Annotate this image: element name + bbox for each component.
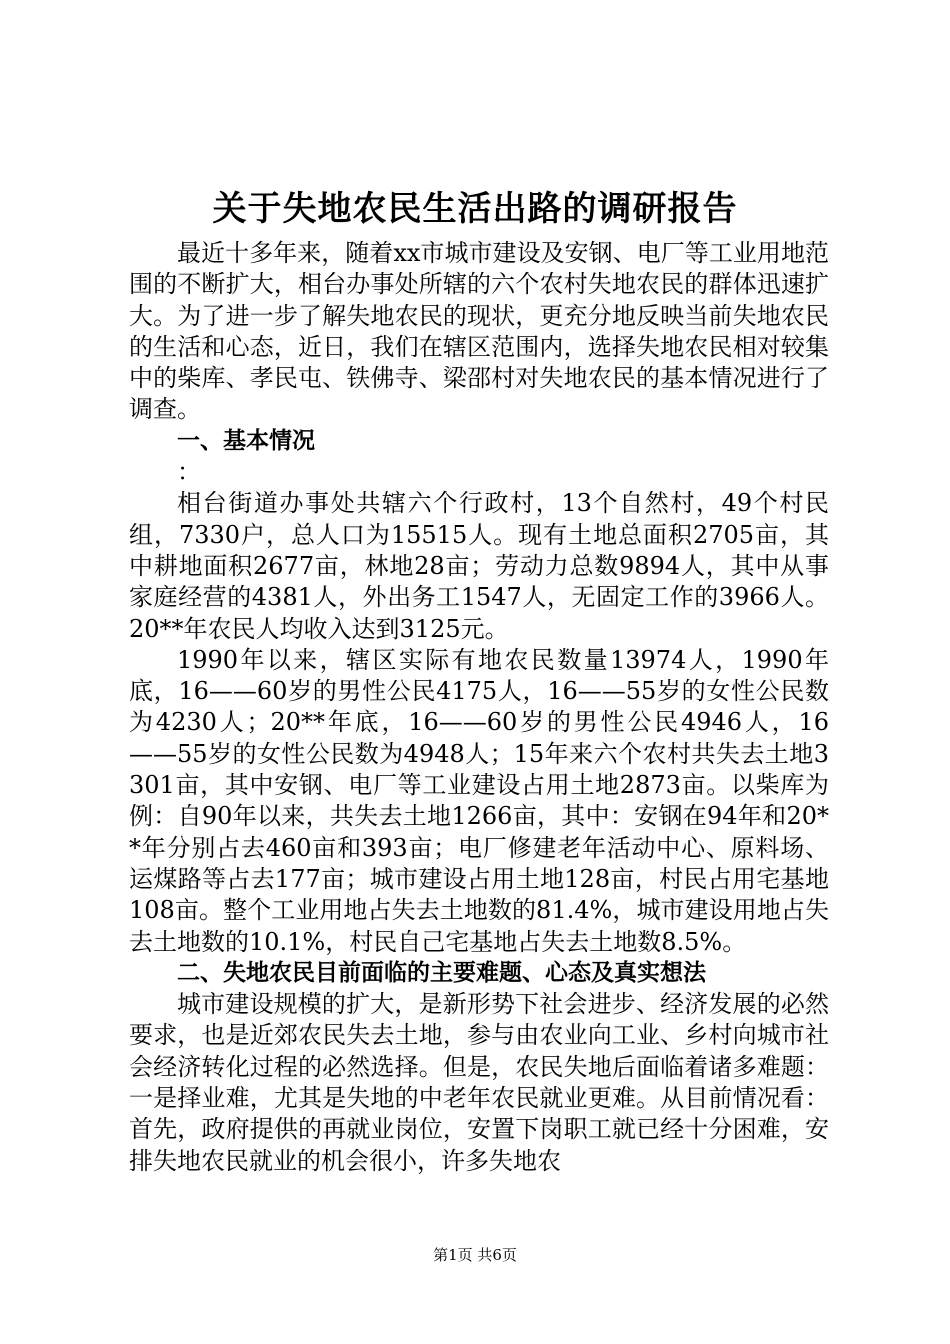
difficulties-paragraph: 城市建设规模的扩大，是新形势下社会进步、经济发展的必然要求，也是近郊农民失去土地，参与由农业向工业、乡村向城市社会经济转化过程的必然选择。但是，农民失地后面临着诸多难题：一是择业难，尤其是失地的中老年农民就业更难。从目前情况看：首先，政府提供的再就业岗位，安置下岗职工就已经十分困难，安排失地农民就业的机会很小，许多失地农 bbox=[129, 990, 829, 1175]
page-number-footer: 第1页 共6页 bbox=[433, 1246, 517, 1264]
section-heading-difficulties: 二、失地农民目前面临的主要难题、心态及真实想法 bbox=[177, 959, 706, 986]
section-heading-basic-situation: 一、基本情况 bbox=[177, 427, 315, 454]
basic-situation-paragraph: 相台街道办事处共辖六个行政村，13个自然村，49个村民组，7330户，总人口为15515人。现有土地总面积2705亩，其中耕地面积2677亩，林地28亩；劳动力总数9894人，其中从事家庭经营的4381人，外出务工1547人，无固定工作的3966人。20**年农民人均收入达到3125元。 bbox=[129, 489, 829, 643]
land-loss-paragraph: 1990年以来，辖区实际有地农民数量13974人，1990年底，16——60岁的男性公民4175人，16——55岁的女性公民数为4230人；20**年底，16——60岁的男性公民4946人，16——55岁的女性公民数为4948人；15年来六个农村共失去土地3301亩，其中安钢、电厂等工业建设占用土地2873亩。以柴库为例：自90年以来，共失去土地1266亩，其中：安钢在94年和20**年分别占去460亩和393亩；电厂修建老年活动中心、原料场、运煤路等占去177亩；城市建设占用土地128亩，村民占用宅基地108亩。整个工业用地占失去土地数的81.4%，城市建设用地占失去土地数的10.1%，村民自己宅基地占失去土地数8.5%。 bbox=[129, 645, 829, 956]
document-title: 关于失地农民生活出路的调研报告 bbox=[212, 189, 738, 229]
colon-line: ： bbox=[177, 458, 201, 487]
intro-paragraph: 最近十多年来，随着xx市城市建设及安钢、电厂等工业用地范围的不断扩大，相台办事处所辖的六个农村失地农民的群体迅速扩大。为了进一步了解失地农民的现状，更充分地反映当前失地农民的生活和心态，近日，我们在辖区范围内，选择失地农民相对较集中的柴库、孝民屯、铁佛寺、梁邵村对失地农民的基本情况进行了调查。 bbox=[129, 239, 829, 424]
document-body bbox=[129, 238, 829, 1177]
